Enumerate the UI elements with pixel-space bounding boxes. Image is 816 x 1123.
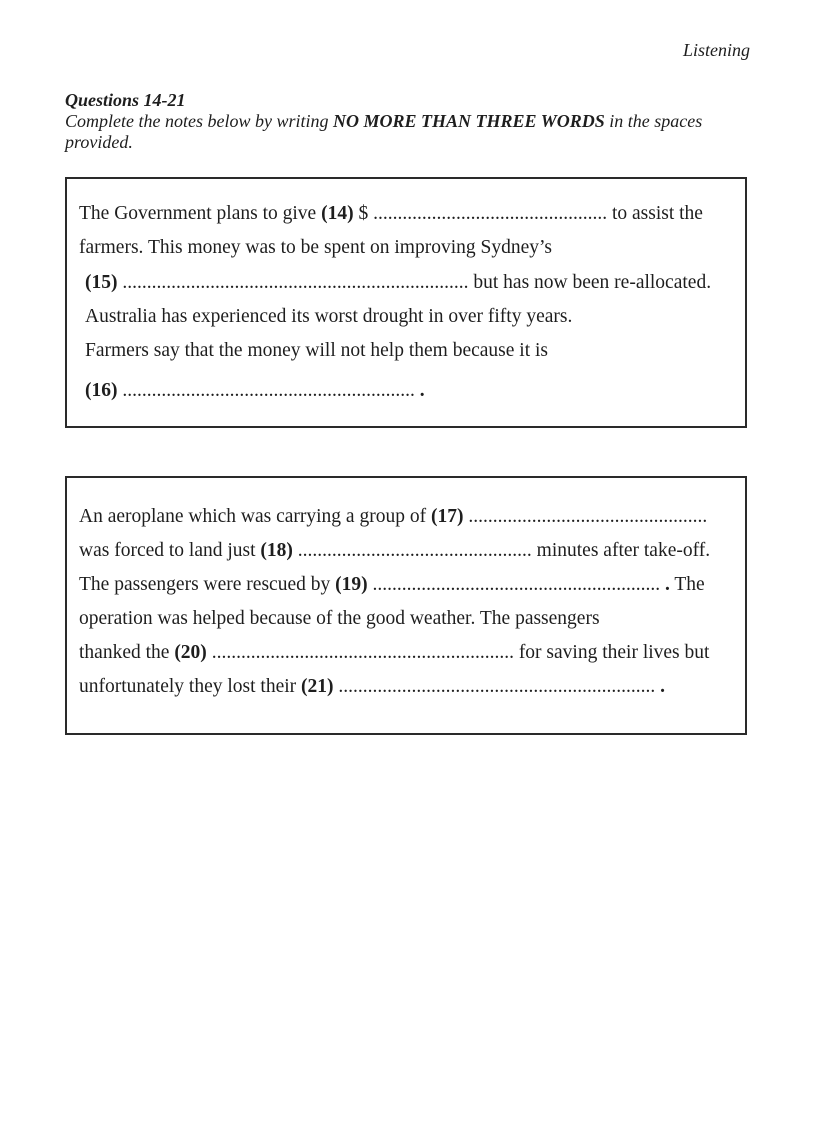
answer-gap-17: .................................................	[463, 506, 708, 527]
question-number-15: (15)	[85, 272, 118, 293]
answer-gap-20: .............................................................. for saving their lives but	[206, 642, 710, 663]
answer-gap-14: $ ................................................ to assist the	[353, 203, 703, 224]
answer-gap-21: .................................................................	[333, 676, 661, 697]
answer-gap-16: ............................................................	[117, 380, 420, 401]
text-segment: thanked the	[79, 642, 175, 663]
text-segment: The passengers were rescued by	[79, 574, 336, 595]
box2-line-6	[79, 676, 665, 698]
notes-box-1	[65, 177, 747, 428]
answer-gap-18: ................................................ minutes after take-off.	[292, 540, 711, 561]
text-segment: The Government plans to give	[79, 203, 322, 224]
box1-line-1	[79, 203, 703, 225]
full-stop: .	[660, 676, 666, 697]
question-number-14: (14)	[321, 203, 354, 224]
box1-line-5: Farmers say that the money will not help them because it is	[85, 340, 549, 361]
box1-line-2: farmers. This money was to be spent on improving Sydney’s	[79, 237, 552, 258]
box2-line-5	[79, 642, 709, 664]
answer-gap-19: ...........................................................	[367, 574, 665, 595]
questions-title: Questions 14-21	[65, 90, 186, 110]
question-number-19: (19)	[335, 574, 368, 595]
full-stop: .	[419, 380, 425, 401]
question-number-20: (20)	[174, 642, 207, 663]
instruction-after: in the spaces provided.	[65, 111, 703, 152]
full-stop: .	[664, 574, 670, 595]
box2-line-2	[79, 540, 710, 562]
box2-line-1	[79, 506, 707, 528]
box1-line-3	[85, 272, 711, 294]
question-number-16: (16)	[85, 380, 118, 401]
running-head: Listening	[682, 40, 750, 60]
instruction-emphasis: NO MORE THAN THREE WORDS	[332, 111, 605, 131]
box1-line-4: Australia has experienced its worst drought in over fifty years.	[85, 306, 573, 327]
question-number-21: (21)	[301, 676, 334, 697]
box1-line-6	[85, 380, 425, 402]
box2-line-4: operation was helped because of the good weather. The passengers	[79, 608, 600, 629]
instruction-text	[65, 111, 755, 153]
text-segment: The	[669, 574, 705, 595]
box2-line-3	[79, 574, 705, 596]
text-segment: An aeroplane which was carrying a group of	[79, 506, 431, 527]
text-segment: was forced to land just	[79, 540, 261, 561]
question-number-18: (18)	[260, 540, 293, 561]
text-segment: unfortunately they lost their	[79, 676, 302, 697]
instruction-before: Complete the notes below by writing	[65, 111, 333, 131]
answer-gap-15: ....................................................................... but has now been re-allocated.	[117, 272, 712, 293]
notes-box-2	[65, 476, 747, 735]
questions-header	[65, 89, 755, 153]
question-number-17: (17)	[430, 506, 464, 527]
